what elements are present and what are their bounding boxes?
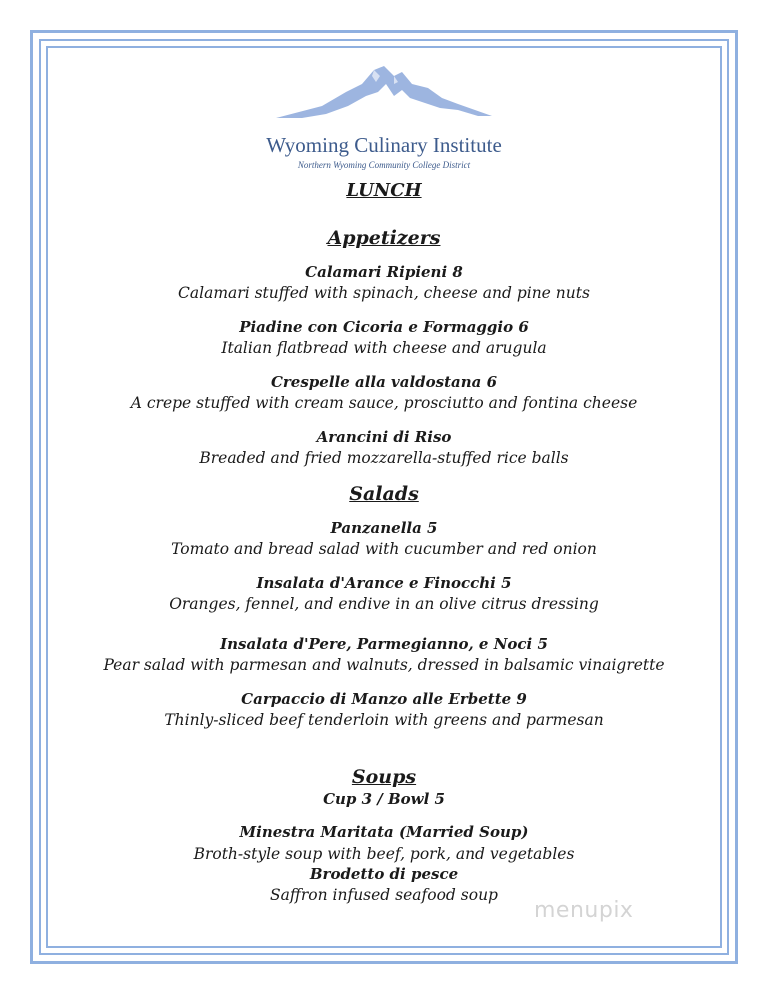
menu-item-description: Calamari stuffed with spinach, cheese and pine nuts	[178, 284, 590, 302]
menu-item-description: Saffron infused seafood soup	[270, 886, 498, 904]
watermark: menupix	[534, 898, 634, 923]
section-heading-salads: Salads	[349, 483, 419, 505]
menu-title: LUNCH	[346, 180, 422, 201]
section-heading-soups: Soups	[351, 766, 417, 788]
menu-item-description: Oranges, fennel, and endive in an olive citrus dressing	[169, 595, 599, 613]
logo-subtitle: Northern Wyoming Community College District	[297, 160, 471, 170]
menu-item-description: Tomato and bread salad with cucumber and red onion	[171, 540, 597, 558]
institute-logo	[262, 62, 506, 178]
logo-title: Wyoming Culinary Institute	[266, 133, 502, 157]
menu-item-name: Panzanella 5	[330, 519, 438, 537]
soup-pricing: Cup 3 / Bowl 5	[323, 790, 445, 808]
menu-item-name: Insalata d'Arance e Finocchi 5	[256, 574, 512, 592]
mountain-icon	[262, 62, 506, 132]
menu-item-name: Insalata d'Pere, Parmegianno, e Noci 5	[220, 635, 548, 653]
menu-item-description: Thinly-sliced beef tenderloin with greens and parmesan	[164, 711, 604, 729]
menu-item-name: Calamari Ripieni 8	[305, 263, 463, 281]
menu-item-name: Minestra Maritata (Married Soup)	[239, 823, 529, 841]
menu-item-name: Piadine con Cicoria e Formaggio 6	[239, 318, 529, 336]
menu-item-description: Pear salad with parmesan and walnuts, dressed in balsamic vinaigrette	[103, 656, 665, 674]
menu-item-description: Breaded and fried mozzarella-stuffed rice balls	[199, 449, 569, 467]
menu-item-name: Arancini di Riso	[316, 428, 452, 446]
menu-item-description: Broth-style soup with beef, pork, and vegetables	[193, 845, 575, 863]
section-heading-appetizers: Appetizers	[327, 227, 441, 249]
menu-item-description: A crepe stuffed with cream sauce, prosciutto and fontina cheese	[130, 394, 638, 412]
menu-item-name: Brodetto di pesce	[309, 865, 459, 883]
menu-item-description: Italian flatbread with cheese and arugula	[221, 339, 547, 357]
menu-item-name: Crespelle alla valdostana 6	[270, 373, 498, 391]
menu-item-name: Carpaccio di Manzo alle Erbette 9	[241, 690, 527, 708]
